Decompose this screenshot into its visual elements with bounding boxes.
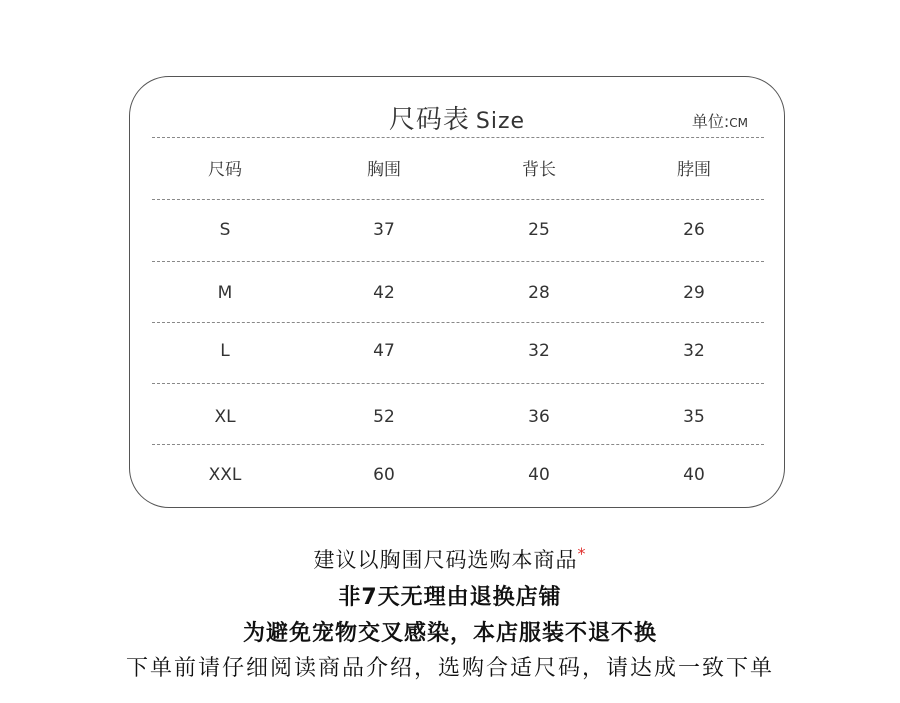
table-row	[130, 278, 786, 308]
divider	[152, 444, 764, 445]
cell-chest: 42	[373, 283, 395, 303]
unit-text: 单位:	[691, 112, 730, 131]
note-read-before-order: 下单前请仔细阅读商品介绍，选购合适尺码，请达成一致下单	[125, 656, 774, 681]
table-header-row	[130, 155, 786, 185]
size-chart-card	[129, 76, 785, 508]
table-row	[130, 215, 786, 245]
title-cn: 尺码表	[388, 105, 470, 135]
cell-back-length: 28	[528, 283, 550, 303]
unit-value: CM	[729, 116, 748, 130]
cell-chest: 47	[373, 341, 395, 361]
cell-chest: 52	[373, 407, 395, 427]
note-return-policy: 非7天无理由退换店铺	[338, 585, 562, 610]
note-suggestion-text: 建议以胸围尺码选购本商品	[313, 548, 578, 572]
table-row	[130, 336, 786, 366]
table-row	[130, 460, 786, 490]
cell-back-length: 40	[528, 465, 550, 485]
unit-label	[692, 109, 748, 132]
cell-neck: 32	[683, 341, 705, 361]
cell-neck: 29	[683, 283, 705, 303]
cell-back-length: 36	[528, 407, 550, 427]
cell-size: M	[217, 283, 233, 303]
cell-neck: 26	[683, 220, 705, 240]
divider	[152, 383, 764, 384]
divider	[152, 199, 764, 200]
cell-neck: 35	[683, 407, 705, 427]
header-size: 尺码	[208, 160, 242, 180]
header-chest: 胸围	[367, 160, 401, 180]
header-back-length: 背长	[522, 160, 556, 180]
divider	[152, 322, 764, 323]
note-suggestion	[0, 544, 900, 574]
cell-size: XL	[214, 407, 236, 427]
header-neck: 脖围	[677, 160, 711, 180]
cell-size: L	[220, 341, 230, 361]
cell-size: S	[219, 220, 231, 240]
divider	[152, 137, 764, 138]
cell-size: XXL	[208, 465, 242, 485]
note-no-exchange: 为避免宠物交叉感染，本店服装不退不换	[242, 621, 657, 646]
cell-back-length: 25	[528, 220, 550, 240]
cell-chest: 60	[373, 465, 395, 485]
asterisk-mark: *	[577, 544, 587, 563]
cell-neck: 40	[683, 465, 705, 485]
cell-chest: 37	[373, 220, 395, 240]
cell-back-length: 32	[528, 341, 550, 361]
title-en: Size	[475, 109, 526, 134]
size-chart-title	[130, 99, 784, 136]
divider	[152, 261, 764, 262]
table-row	[130, 402, 786, 432]
